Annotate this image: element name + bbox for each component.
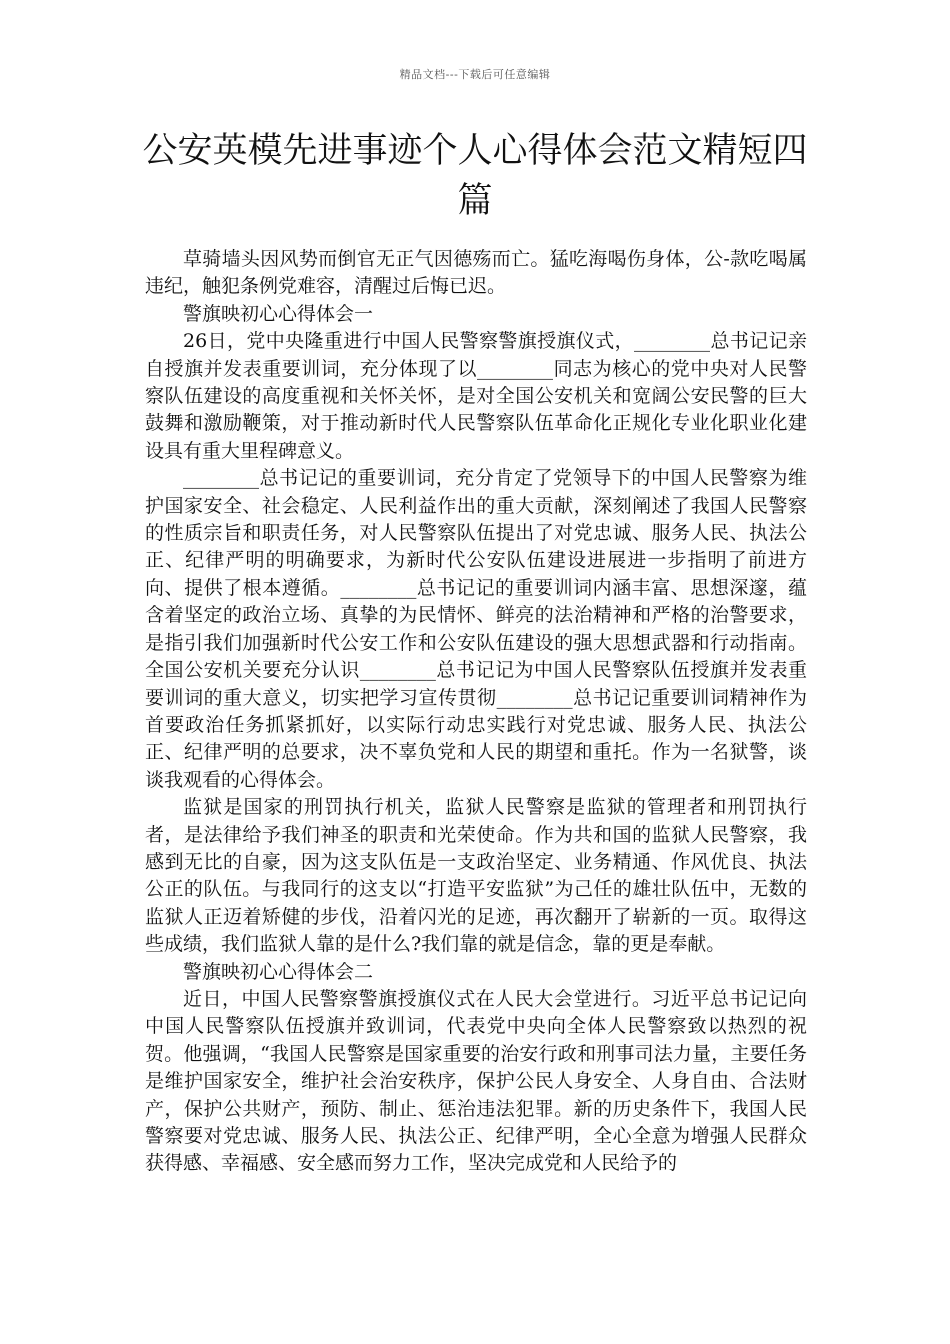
paragraph: ________总书记记的重要训词，充分肯定了党领导下的中国人民警察为维护国家安全、社会稳定、人民利益作出的重大贡献，深刻阐述了我国人民警察的性质宗旨和职责任务，对人民警察队伍提出了对党忠诚、服务人民、执法公正、纪律严明的明确要求，为新时代公安队伍建设进展进一步指明了前进方向、提供了根本遵循。________总书记记的重要训词内涵丰富、思想深邃，蕴含着坚定的政治立场、真挚的为民情怀、鲜亮的法治精神和严格的治警要求，是指引我们加强新时代公安工作和公安队伍建设的强大思想武器和行动指南。全国公安机关要充分认识________总书记记为中国人民警察队伍授旗并发表重要训词的重大意义，切实把学习宣传贯彻________总书记记重要训词精神作为首要政治任务抓紧抓好，以实际行动忠实践行对党忠诚、服务人民、执法公正、纪律严明的总要求，决不辜负党和人民的期望和重托。作为一名狱警，谈谈我观看的心得体会。 [145,467,807,791]
section-heading-1: 警旗映初心心得体会一 [183,302,374,325]
paragraph: 监狱是国家的刑罚执行机关，监狱人民警察是监狱的管理者和刑罚执行者，是法律给予我们神圣的职责和光荣使命。作为共和国的监狱人民警察，我感到无比的自豪，因为这支队伍是一支政治坚定、业务精通、作风优良、执法公正的队伍。与我同行的这支以“打造平安监狱”为己任的雄壮队伍中，无数的监狱人正迈着矫健的步伐，沿着闪光的足迹，再次翻开了崭新的一页。取得这些成绩，我们监狱人靠的是什么?我们靠的就是信念，靠的更是奉献。 [145,796,807,956]
paragraph: 26日，党中央隆重进行中国人民警察警旗授旗仪式，________总书记记亲自授旗并发表重要训词，充分体现了以________同志为核心的党中央对人民警察队伍建设的高度重视和关怀关怀，是对全国公安机关和宽阔公安民警的巨大鼓舞和激励鞭策，对于推动新时代人民警察队伍革命化正规化专业化职业化建设具有重大里程碑意义。 [145,330,807,462]
document-body [145,246,807,1178]
section-heading-2: 警旗映初心心得体会二 [183,960,374,983]
header-note: 精品文档---下载后可任意编辑 [399,68,551,81]
paragraph-intro: 草骑墙头因风势而倒官无正气因德殇而亡。猛吃海喝伤身体，公-款吃喝属违纪，触犯条例党难容，清醒过后悔已迟。 [145,248,807,298]
document-title: 公安英模先进事迹个人心得体会范文精短四篇 [142,131,808,221]
paragraph: 近日，中国人民警察警旗授旗仪式在人民大会堂进行。习近平总书记记向中国人民警察队伍授旗并致训词，代表党中央向全体人民警察致以热烈的祝贺。他强调，“我国人民警察是国家重要的治安行政和刑事司法力量，主要任务是维护国家安全，维护社会治安秩序，保护公民人身安全、人身自由、合法财产，保护公共财产，预防、制止、惩治违法犯罪。新的历史条件下，我国人民警察要对党忠诚、服务人民、执法公正、纪律严明，全心全意为增强人民群众获得感、幸福感、安全感而努力工作，坚决完成党和人民给予的 [145,987,807,1175]
